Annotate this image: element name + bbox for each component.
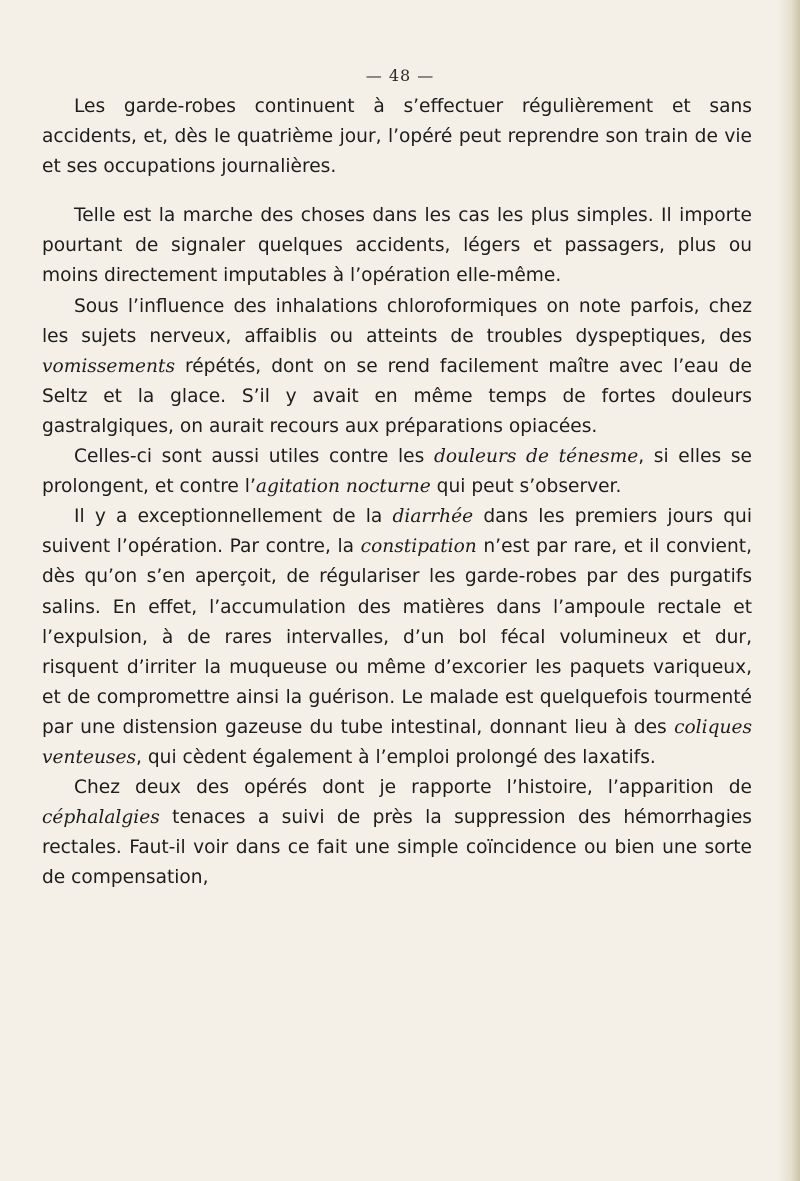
page-number: — 48 — [365, 66, 435, 85]
italic-term-agitation-nocturne: agitation nocturne [255, 476, 431, 498]
text-segment: dans les premiers jours qui suivent l’opération. Par contre, la [42, 506, 753, 558]
text-segment: qui peut s’observer. [430, 476, 622, 498]
paragraph-3 [42, 292, 752, 442]
paragraph-5 [42, 502, 752, 773]
text-segment: Il y a exceptionnellement de la [74, 506, 393, 528]
text-segment: Telle est la marche des choses dans les cas les plus simples. Il importe pourtant de signaler quelques accidents, légers et passagers, plus ou moins directement imputables à l’opération elle-même. [42, 205, 752, 287]
italic-term-constipation: constipation [360, 536, 477, 558]
text-segment: n’est par rare, et il convient, dès qu’on s’en aperçoit, de régulariser les garde-robes par des purgatifs salins. En effet, l’accumulation des matières dans l’ampoule rectale et l’expulsion, à de rares intervalles, d’un bol fécal volumineux et dur, risquent d’irriter la muqueuse ou même d’excorier les paquets variqueux, et de compromettre ainsi la guérison. Le malade est quelquefois tourmenté par une distension gazeuse du tube intestinal, donnant lieu à des [42, 536, 752, 738]
text-segment: , qui cèdent également à l’emploi prolongé des laxatifs. [136, 746, 656, 768]
paragraph-1 [42, 92, 752, 182]
body-text [42, 92, 752, 893]
page-edge-shadow [778, 0, 800, 1181]
paragraph-4 [42, 442, 752, 502]
text-segment: Chez deux des opérés dont je rapporte l’histoire, l’apparition de [74, 777, 752, 799]
text-segment: Celles-ci sont aussi utiles contre les [74, 446, 434, 468]
italic-term-diarrhee: diarrhée [392, 506, 474, 528]
text-segment: répétés, dont on se rend facilement maître avec l’eau de Seltz et la glace. S’il y avait en même temps de fortes douleurs gastralgiques, on aurait recours aux préparations opiacées. [42, 355, 752, 437]
paragraph-6 [42, 773, 752, 893]
italic-term-douleurs-de-tenesme: douleurs de ténesme [433, 446, 639, 468]
italic-term-cephalalgies: céphalalgies [42, 807, 160, 829]
italic-term-coliques-venteuses: coliques venteuses [42, 716, 752, 768]
text-segment: tenaces a suivi de près la suppression des hémorrhagies rectales. Faut-il voir dans ce fait une simple coïncidence ou bien une sorte de compensation, [42, 807, 752, 889]
text-segment: , si elles se prolongent, et contre l’ [42, 446, 752, 498]
text-segment: Les garde-robes continuent à s’effectuer régulièrement et sans accidents, et, dès le quatrième jour, l’opéré peut reprendre son train de vie et ses occupations journalières. [42, 96, 752, 178]
paragraph-2 [42, 201, 752, 291]
text-segment: Sous l’influence des inhalations chloroformiques on note parfois, chez les sujets nerveux, affaiblis ou atteints de troubles dyspeptiques, des [42, 295, 752, 347]
italic-term-vomissements: vomissements [42, 355, 175, 377]
